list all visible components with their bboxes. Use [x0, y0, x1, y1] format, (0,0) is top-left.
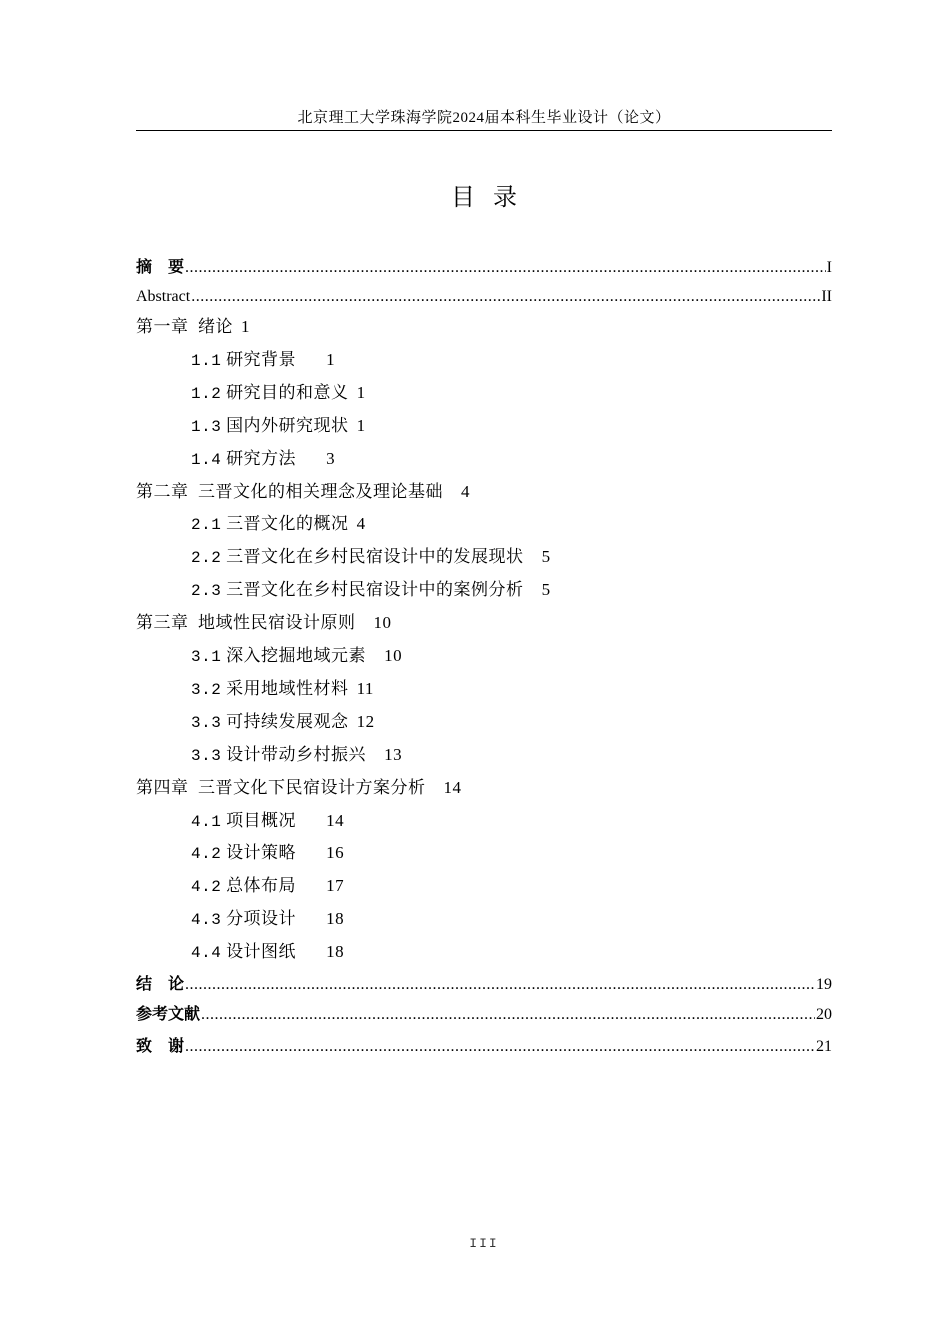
toc-entry-label: 分项设计: [226, 909, 297, 929]
toc-section-entry[interactable]: [191, 708, 375, 736]
dot-leader: [191, 284, 820, 310]
toc-entry-abstract-en[interactable]: [136, 284, 832, 310]
section-number: 4.2: [191, 878, 222, 897]
toc-entry-label: 设计图纸: [226, 942, 297, 962]
toc-entry-page: 1: [326, 349, 336, 369]
toc-entry-label: 三晋文化在乡村民宿设计中的发展现状: [226, 547, 524, 567]
toc-entry-page: 21: [816, 1038, 832, 1055]
toc-entry-label: 第二章 三晋文化的相关理念及理论基础: [136, 481, 443, 501]
toc-section-entry[interactable]: [191, 412, 366, 440]
section-number: 4.2: [191, 845, 222, 864]
toc-entry-label: Abstract: [136, 288, 191, 305]
toc-entry-label: 三晋文化的概况: [226, 514, 349, 534]
toc-entry-label: 研究方法: [226, 448, 297, 468]
toc-entry-label: 可持续发展观念: [226, 711, 349, 731]
toc-entry-page: I: [826, 259, 832, 276]
toc-section-entry[interactable]: [191, 839, 344, 867]
toc-entry-page: 1: [241, 317, 250, 336]
section-number: 1.2: [191, 384, 222, 403]
toc-entry-label: 致 谢: [136, 1036, 185, 1055]
toc-section-entry[interactable]: [191, 510, 366, 538]
toc-entry-page: 14: [326, 810, 345, 830]
toc-entry-label: 项目概况: [226, 810, 297, 830]
section-number: 2.3: [191, 582, 222, 601]
toc-entry-page: 19: [816, 976, 832, 993]
toc-entry-label: 总体布局: [226, 876, 297, 896]
section-number: 3.1: [191, 648, 222, 666]
toc-entry-label: 深入挖掘地域元素: [226, 646, 367, 665]
toc-entry-page: 10: [373, 613, 392, 633]
toc-entry-label: 采用地域性材料: [226, 678, 349, 698]
section-number: 2.2: [191, 549, 222, 568]
section-number: 3.3: [191, 713, 222, 732]
toc-section-entry[interactable]: [191, 576, 551, 604]
section-number: 2.1: [191, 516, 222, 535]
toc-section-entry[interactable]: [191, 642, 402, 670]
toc-entry-conclusion[interactable]: [136, 971, 832, 997]
toc-entry-page: II: [821, 288, 832, 305]
section-number: 1.3: [191, 417, 222, 436]
toc-entry-page: 5: [541, 580, 551, 600]
section-number: 1.4: [191, 450, 222, 469]
dot-leader: [185, 255, 826, 281]
toc-entry-page: 1: [356, 415, 366, 435]
running-header: 北京理工大学珠海学院2024届本科生毕业设计（论文）: [297, 110, 671, 126]
section-number: 1.1: [191, 351, 222, 370]
toc-entry-label: 第一章 绪论: [136, 317, 233, 336]
toc-entry-label: 第四章 三晋文化下民宿设计方案分析: [136, 777, 426, 797]
toc-entry-page: 18: [326, 909, 345, 929]
toc-entry-label: 三晋文化在乡村民宿设计中的案例分析: [226, 580, 524, 600]
toc-entry-label: 第三章 地域性民宿设计原则: [136, 613, 356, 633]
section-number: 3.2: [191, 680, 222, 699]
page-number: III: [469, 1236, 499, 1251]
toc-section-entry[interactable]: [191, 543, 551, 571]
toc-entry-page: 17: [326, 876, 345, 896]
toc-section-entry[interactable]: [191, 346, 335, 374]
toc-chapter-entry[interactable]: [136, 313, 250, 341]
toc-section-entry[interactable]: [191, 905, 344, 933]
toc-section-entry[interactable]: [191, 938, 344, 966]
toc-entry-page: 10: [384, 646, 403, 665]
toc-entry-references[interactable]: [136, 1001, 832, 1027]
toc-section-entry[interactable]: [191, 807, 344, 835]
toc-entry-label: 参考文献: [136, 1004, 201, 1023]
section-number: 4.4: [191, 944, 222, 963]
toc-section-entry[interactable]: [191, 675, 374, 703]
section-number: 3.3: [191, 746, 222, 765]
toc-section-entry[interactable]: [191, 379, 366, 407]
toc-entry-label: 研究目的和意义: [226, 382, 349, 402]
page-title: 目录: [451, 183, 535, 211]
toc-entry-page: 4: [461, 481, 470, 501]
toc-entry-page: 11: [356, 678, 374, 698]
toc-section-entry[interactable]: [191, 872, 344, 900]
dot-leader: [201, 1002, 815, 1028]
toc-entry-page: 4: [356, 514, 366, 534]
toc-entry-abstract-cn[interactable]: [136, 254, 832, 280]
toc-entry-page: 5: [541, 547, 551, 567]
toc-entry-label: 研究背景: [226, 349, 297, 369]
toc-entry-page: 12: [356, 711, 375, 731]
section-number: 4.1: [191, 812, 222, 831]
toc-entry-label: 设计策略: [226, 843, 297, 863]
toc-entry-page: 16: [326, 843, 345, 863]
toc-entry-acknowledgements[interactable]: [136, 1033, 832, 1059]
header-divider: [136, 130, 832, 131]
toc-entry-page: 3: [326, 448, 336, 468]
toc-section-entry[interactable]: [191, 445, 335, 473]
toc-chapter-entry[interactable]: [136, 478, 470, 506]
toc-entry-page: 20: [816, 1006, 832, 1023]
toc-entry-page: 1: [356, 382, 366, 402]
toc-entry-label: 国内外研究现状: [226, 415, 349, 435]
toc-entry-page: 13: [384, 744, 403, 764]
dot-leader: [185, 1034, 815, 1060]
toc-section-entry[interactable]: [191, 741, 402, 769]
toc-chapter-entry[interactable]: [136, 774, 462, 802]
section-number: 4.3: [191, 911, 222, 930]
toc-entry-page: 18: [326, 942, 345, 962]
toc-entry-label: 设计带动乡村振兴: [226, 744, 367, 764]
toc-chapter-entry[interactable]: [136, 609, 392, 637]
toc-entry-page: 14: [443, 777, 462, 797]
toc-entry-label: 结 论: [136, 974, 185, 993]
toc-entry-label: 摘 要: [136, 257, 185, 276]
dot-leader: [185, 972, 815, 998]
